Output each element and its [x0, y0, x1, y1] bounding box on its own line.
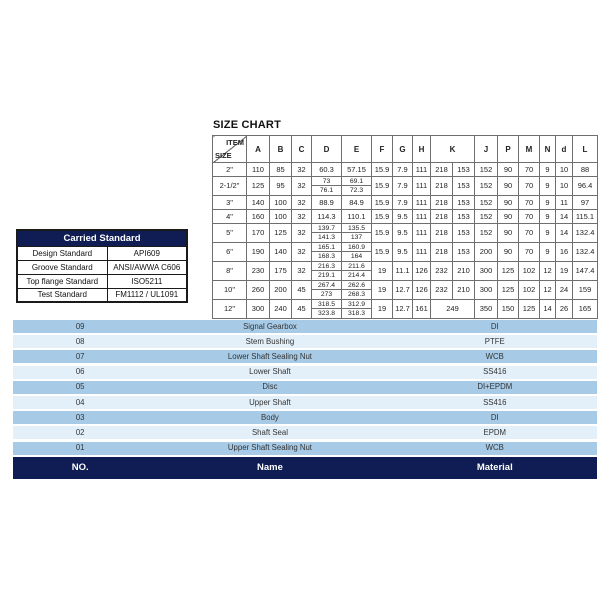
- size-chart-cell: 175: [270, 262, 292, 281]
- size-chart-cell: 90: [498, 196, 519, 210]
- size-chart-row: [213, 281, 598, 300]
- size-chart-cell: 153: [453, 163, 475, 177]
- size-chart-cell: 7.9: [393, 196, 413, 210]
- size-chart-cell: 70: [519, 210, 540, 224]
- parts-row: [13, 426, 597, 439]
- size-chart-cell: 218: [431, 177, 453, 196]
- size-chart-cell: 140: [270, 243, 292, 262]
- part-name: Stem Bushing: [245, 336, 295, 346]
- size-chart-cell: 12.7: [393, 300, 413, 319]
- part-material: DI: [490, 321, 499, 331]
- size-chart-cell: 160: [247, 210, 270, 224]
- size-chart-header-row: [213, 136, 598, 163]
- size-chart-cell: 45: [292, 300, 312, 319]
- size-chart-cell: 140: [247, 196, 270, 210]
- size-chart-cell: 110: [247, 163, 270, 177]
- stacked-top-value: 73: [312, 177, 341, 186]
- part-material: SS416: [483, 367, 507, 377]
- size-chart-cell: 88.9: [312, 196, 342, 210]
- size-chart-cell: 218: [431, 243, 453, 262]
- size-chart-cell: 19: [372, 300, 393, 319]
- size-chart-cell: 114.3: [312, 210, 342, 224]
- size-chart-cell: 153: [453, 210, 475, 224]
- size-chart-col-header: P: [498, 136, 519, 163]
- size-chart-row: [213, 163, 598, 177]
- size-chart-cell: 9.5: [393, 210, 413, 224]
- size-chart-stacked-cell: [342, 177, 372, 196]
- size-chart-cell: 110.1: [342, 210, 372, 224]
- size-chart-stacked-cell: [342, 281, 372, 300]
- part-number: 01: [75, 443, 85, 453]
- size-chart-stacked-cell: [342, 300, 372, 319]
- size-chart-cell: 100: [270, 196, 292, 210]
- size-chart-cell: 60.3: [312, 163, 342, 177]
- size-chart-cell: 200: [475, 243, 498, 262]
- size-chart-cell: 32: [292, 262, 312, 281]
- carried-standard-row: [17, 274, 187, 288]
- size-chart-cell: 70: [519, 196, 540, 210]
- size-chart-stacked-cell: [312, 281, 342, 300]
- size-chart-cell: 111: [413, 210, 431, 224]
- size-chart-col-header: F: [372, 136, 393, 163]
- size-chart-cell: 125: [498, 281, 519, 300]
- size-chart-cell: 19: [556, 262, 573, 281]
- size-chart-span-cell: 249: [431, 300, 475, 319]
- size-chart-size-cell: 4": [213, 210, 247, 224]
- size-chart-cell: 70: [519, 243, 540, 262]
- size-chart-cell: 165: [573, 300, 598, 319]
- size-chart-corner-cell: [213, 136, 247, 163]
- size-chart-col-header: M: [519, 136, 540, 163]
- size-chart-cell: 90: [498, 163, 519, 177]
- part-material: SS416: [483, 397, 507, 407]
- size-chart-title: SIZE CHART: [213, 119, 281, 131]
- size-chart-col-header: E: [342, 136, 372, 163]
- size-chart-col-header: L: [573, 136, 598, 163]
- size-chart-cell: 15.9: [372, 177, 393, 196]
- size-chart-cell: 153: [453, 224, 475, 243]
- size-chart-cell: 132.4: [573, 224, 598, 243]
- size-chart-cell: 32: [292, 210, 312, 224]
- standard-value: FM1112 / UL1091: [107, 288, 187, 302]
- size-chart-size-cell: 2-1/2": [213, 177, 247, 196]
- size-chart-cell: 132.4: [573, 243, 598, 262]
- size-chart-cell: 15.9: [372, 224, 393, 243]
- size-chart-row: [213, 262, 598, 281]
- size-chart-cell: 200: [270, 281, 292, 300]
- size-chart-cell: 90: [498, 224, 519, 243]
- size-chart-cell: 95: [270, 177, 292, 196]
- size-chart-cell: 152: [475, 196, 498, 210]
- size-chart-row: [213, 177, 598, 196]
- size-chart-cell: 232: [431, 262, 453, 281]
- size-chart-cell: 70: [519, 177, 540, 196]
- carried-standard-header-row: [17, 230, 187, 246]
- size-chart-cell: 230: [247, 262, 270, 281]
- size-chart-cell: 126: [413, 281, 431, 300]
- size-chart-cell: 24: [556, 281, 573, 300]
- size-chart-cell: 70: [519, 224, 540, 243]
- carried-standard-title: Carried Standard: [17, 230, 187, 246]
- size-chart-size-cell: 3": [213, 196, 247, 210]
- stacked-top-value: 165.1: [312, 243, 341, 252]
- size-chart-size-cell: 2": [213, 163, 247, 177]
- stacked-top-value: 135.5: [342, 224, 371, 233]
- size-chart-cell: 85: [270, 163, 292, 177]
- size-chart-cell: 32: [292, 243, 312, 262]
- stacked-top-value: 318.5: [312, 300, 341, 309]
- size-chart-size-cell: 6": [213, 243, 247, 262]
- size-chart-cell: 12: [540, 262, 556, 281]
- parts-row: [13, 350, 597, 363]
- parts-row: [13, 366, 597, 379]
- size-chart-cell: 19: [372, 262, 393, 281]
- size-chart-cell: 153: [453, 243, 475, 262]
- size-chart-cell: 300: [475, 262, 498, 281]
- part-material: PTFE: [484, 336, 505, 346]
- size-chart-cell: 9: [540, 243, 556, 262]
- part-number: 06: [75, 367, 85, 377]
- size-chart-cell: 111: [413, 163, 431, 177]
- part-number: 07: [75, 351, 85, 361]
- parts-row: [13, 335, 597, 348]
- stacked-bottom-value: 323.8: [317, 310, 335, 317]
- size-chart-cell: 15.9: [372, 210, 393, 224]
- size-chart-stacked-cell: [312, 177, 342, 196]
- size-chart-cell: 14: [556, 210, 573, 224]
- part-material: DI+EPDM: [477, 382, 513, 392]
- size-chart-cell: 9.5: [393, 243, 413, 262]
- stacked-top-value: 160.9: [342, 243, 371, 252]
- size-chart-col-header: H: [413, 136, 431, 163]
- stacked-top-value: 69.1: [342, 177, 371, 186]
- size-chart-cell: 7.9: [393, 163, 413, 177]
- stacked-top-value: 211.6: [342, 262, 371, 271]
- size-chart-cell: 111: [413, 177, 431, 196]
- size-chart-cell: 9: [540, 196, 556, 210]
- stacked-bottom-value: 141.3: [317, 234, 335, 241]
- size-chart-cell: 12.7: [393, 281, 413, 300]
- carried-standard-section: [16, 229, 188, 303]
- size-chart-cell: 57.15: [342, 163, 372, 177]
- size-chart-cell: 12: [540, 281, 556, 300]
- part-number: 09: [75, 321, 85, 331]
- size-chart-cell: 84.9: [342, 196, 372, 210]
- carried-standard-table: [16, 229, 188, 303]
- size-chart-cell: 125: [519, 300, 540, 319]
- size-chart-size-cell: 12": [213, 300, 247, 319]
- size-chart-cell: 32: [292, 163, 312, 177]
- carried-standard-row: [17, 288, 187, 302]
- size-chart-stacked-cell: [342, 224, 372, 243]
- part-name: Lower Shaft: [249, 367, 291, 377]
- size-chart-cell: 9: [540, 163, 556, 177]
- stacked-top-value: 312.9: [342, 300, 371, 309]
- size-chart-cell: 32: [292, 196, 312, 210]
- size-chart-table: [212, 135, 598, 319]
- size-chart-cell: 150: [498, 300, 519, 319]
- size-chart-cell: 111: [413, 196, 431, 210]
- size-chart-cell: 16: [556, 243, 573, 262]
- size-chart-cell: 125: [498, 262, 519, 281]
- size-chart-cell: 115.1: [573, 210, 598, 224]
- parts-row: [13, 320, 597, 333]
- size-chart-cell: 9.5: [393, 224, 413, 243]
- size-chart-cell: 152: [475, 177, 498, 196]
- part-number: 04: [75, 397, 85, 407]
- part-name: Signal Gearbox: [243, 321, 297, 331]
- part-material: EPDM: [483, 427, 507, 437]
- standard-label: Test Standard: [17, 288, 107, 302]
- size-chart-cell: 111: [413, 224, 431, 243]
- size-chart-cell: 300: [247, 300, 270, 319]
- size-chart-row: [213, 210, 598, 224]
- size-chart-row: [213, 243, 598, 262]
- parts-list: [13, 320, 597, 479]
- size-chart-cell: 300: [475, 281, 498, 300]
- size-chart-cell: 90: [498, 243, 519, 262]
- size-chart-cell: 125: [247, 177, 270, 196]
- part-name: Body: [261, 412, 279, 422]
- size-chart-section: [212, 119, 598, 319]
- size-chart-stacked-cell: [312, 224, 342, 243]
- part-name: Lower Shaft Sealing Nut: [227, 351, 312, 361]
- size-chart-cell: 14: [540, 300, 556, 319]
- size-chart-col-header: G: [393, 136, 413, 163]
- footer-name-label: Name: [257, 461, 283, 473]
- size-chart-cell: 14: [556, 224, 573, 243]
- size-chart-size-cell: 5": [213, 224, 247, 243]
- size-chart-cell: 125: [270, 224, 292, 243]
- size-chart-col-header: d: [556, 136, 573, 163]
- stacked-top-value: 216.3: [312, 262, 341, 271]
- size-chart-cell: 97: [573, 196, 598, 210]
- size-chart-cell: 190: [247, 243, 270, 262]
- size-chart-stacked-cell: [312, 262, 342, 281]
- size-chart-cell: 210: [453, 262, 475, 281]
- size-chart-cell: 90: [498, 210, 519, 224]
- size-chart-cell: 7.9: [393, 177, 413, 196]
- size-chart-cell: 170: [247, 224, 270, 243]
- size-chart-cell: 147.4: [573, 262, 598, 281]
- size-chart-cell: 102: [519, 281, 540, 300]
- carried-standard-row: [17, 246, 187, 260]
- size-chart-cell: 45: [292, 281, 312, 300]
- size-chart-cell: 152: [475, 210, 498, 224]
- size-chart-col-header: D: [312, 136, 342, 163]
- stacked-top-value: 139.7: [312, 224, 341, 233]
- parts-row: [13, 411, 597, 424]
- part-number: 05: [75, 382, 85, 392]
- parts-footer-row: [13, 457, 597, 479]
- size-chart-cell: 11: [556, 196, 573, 210]
- part-number: 03: [75, 412, 85, 422]
- size-chart-cell: 159: [573, 281, 598, 300]
- size-chart-cell: 152: [475, 224, 498, 243]
- carried-standard-row: [17, 260, 187, 274]
- size-chart-cell: 153: [453, 196, 475, 210]
- parts-row: [13, 442, 597, 455]
- part-name: Upper Shaft: [249, 397, 291, 407]
- size-chart-cell: 232: [431, 281, 453, 300]
- size-chart-stacked-cell: [342, 262, 372, 281]
- stacked-bottom-value: 137: [350, 234, 363, 241]
- stacked-bottom-value: 168.3: [317, 253, 335, 260]
- stacked-top-value: 267.4: [312, 281, 341, 290]
- corner-item-label: ITEM: [226, 138, 244, 147]
- part-number: 02: [75, 427, 85, 437]
- stacked-bottom-value: 76.1: [319, 187, 334, 194]
- size-chart-cell: 9: [540, 177, 556, 196]
- standard-label: Top flange Standard: [17, 274, 107, 288]
- size-chart-cell: 19: [372, 281, 393, 300]
- stacked-bottom-value: 72.3: [349, 187, 364, 194]
- size-chart-cell: 153: [453, 177, 475, 196]
- parts-row: [13, 396, 597, 409]
- size-chart-row: [213, 196, 598, 210]
- size-chart-col-header: N: [540, 136, 556, 163]
- size-chart-cell: 218: [431, 210, 453, 224]
- size-chart-cell: 126: [413, 262, 431, 281]
- size-chart-cell: 210: [453, 281, 475, 300]
- part-name: Shaft Seal: [251, 427, 288, 437]
- size-chart-cell: 32: [292, 224, 312, 243]
- part-material: WCB: [485, 443, 504, 453]
- standard-label: Design Standard: [17, 246, 107, 260]
- size-chart-col-header: K: [431, 136, 475, 163]
- size-chart-cell: 10: [556, 177, 573, 196]
- size-chart-col-header: J: [475, 136, 498, 163]
- size-chart-size-cell: 10": [213, 281, 247, 300]
- size-chart-cell: 10: [556, 163, 573, 177]
- size-chart-cell: 100: [270, 210, 292, 224]
- stacked-bottom-value: 164: [350, 253, 363, 260]
- standard-value: API609: [107, 246, 187, 260]
- size-chart-stacked-cell: [312, 300, 342, 319]
- part-material: WCB: [485, 351, 504, 361]
- size-chart-cell: 9: [540, 210, 556, 224]
- standard-value: ISO5211: [107, 274, 187, 288]
- part-material: DI: [490, 412, 499, 422]
- footer-no-label: NO.: [71, 461, 89, 473]
- size-chart-stacked-cell: [312, 243, 342, 262]
- size-chart-cell: 152: [475, 163, 498, 177]
- size-chart-cell: 218: [431, 196, 453, 210]
- parts-row: [13, 381, 597, 394]
- size-chart-col-header: A: [247, 136, 270, 163]
- size-chart-stacked-cell: [342, 243, 372, 262]
- size-chart-cell: 9: [540, 224, 556, 243]
- size-chart-cell: 260: [247, 281, 270, 300]
- size-chart-cell: 218: [431, 163, 453, 177]
- footer-material-label: Material: [476, 461, 513, 473]
- size-chart-cell: 96.4: [573, 177, 598, 196]
- stacked-bottom-value: 214.4: [347, 272, 365, 279]
- size-chart-row: [213, 300, 598, 319]
- standard-label: Groove Standard: [17, 260, 107, 274]
- size-chart-size-cell: 8": [213, 262, 247, 281]
- size-chart-cell: 102: [519, 262, 540, 281]
- size-chart-col-header: C: [292, 136, 312, 163]
- size-chart-cell: 32: [292, 177, 312, 196]
- stacked-bottom-value: 273: [320, 291, 333, 298]
- part-number: 08: [75, 336, 85, 346]
- stacked-bottom-value: 318.3: [347, 310, 365, 317]
- stacked-top-value: 262.6: [342, 281, 371, 290]
- size-chart-cell: 218: [431, 224, 453, 243]
- corner-size-label: SIZE: [215, 151, 232, 160]
- size-chart-cell: 90: [498, 177, 519, 196]
- stacked-bottom-value: 219.1: [317, 272, 335, 279]
- size-chart-row: [213, 224, 598, 243]
- stacked-bottom-value: 268.3: [347, 291, 365, 298]
- size-chart-cell: 26: [556, 300, 573, 319]
- size-chart-cell: 350: [475, 300, 498, 319]
- size-chart-cell: 15.9: [372, 163, 393, 177]
- size-chart-cell: 11.1: [393, 262, 413, 281]
- size-chart-cell: 88: [573, 163, 598, 177]
- size-chart-cell: 111: [413, 243, 431, 262]
- size-chart-cell: 240: [270, 300, 292, 319]
- size-chart-cell: 15.9: [372, 196, 393, 210]
- part-name: Upper Shaft Sealing Nut: [227, 443, 312, 453]
- size-chart-col-header: B: [270, 136, 292, 163]
- size-chart-cell: 15.9: [372, 243, 393, 262]
- size-chart-cell: 161: [413, 300, 431, 319]
- standard-value: ANSI/AWWA C606: [107, 260, 187, 274]
- part-name: Disc: [262, 382, 278, 392]
- size-chart-cell: 70: [519, 163, 540, 177]
